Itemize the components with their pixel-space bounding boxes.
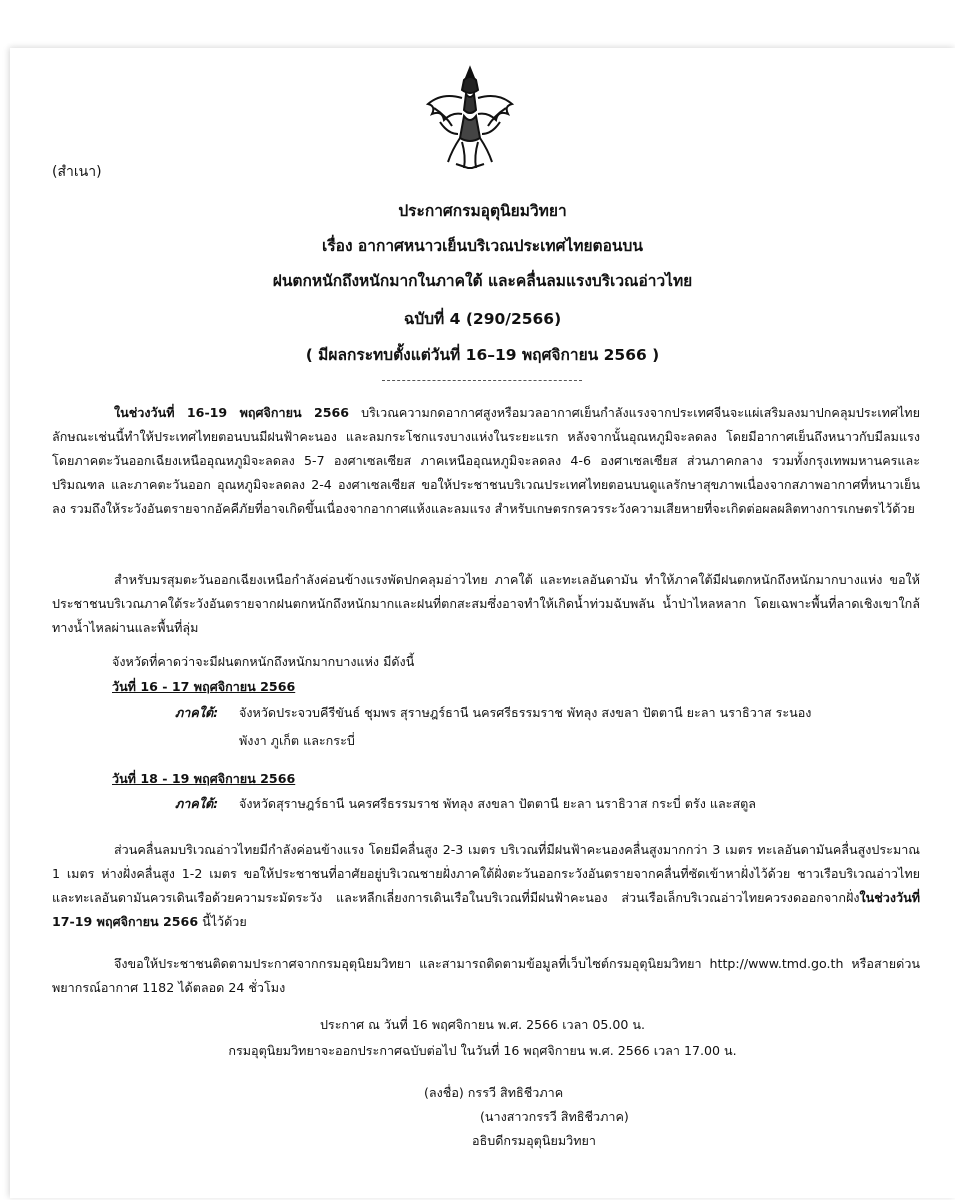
document-page: [10, 48, 955, 1198]
header-divider: [382, 380, 582, 381]
paragraph-body: ส่วนคลื่นลมบริเวณอ่าวไทยมีกำลังค่อนข้างแรง โดยมีคลื่นสูง 2-3 เมตร บริเวณที่มีฝนฟ้าคะนองคลื่นสูงมากกว่า 3 เมตร ทะเลอันดามันคลื่นสูงประมาณ 1 เมตร ห่างฝั่งคลื่นสูง 1-2 เมตร ขอให้ประชาชนที่อาศัยอยู่บริเวณชายฝั่งภาคใต้ฝั่งตะวันออกระวังอันตรายจากคลื่นที่ซัดเข้าหาฝั่งไว้ด้วย ชาวเรือบริเวณอ่าวไทยและทะเลอันดามันควรเดินเรือด้วยความระมัดระวัง และหลีกเลี่ยงการเดินเรือในบริเวณที่มีฝนฟ้าคะนอง ส่วนเรือเล็กบริเวณอ่าวไทยควรงดออกจากฝั่ง: [52, 842, 920, 905]
paragraph-cold-weather: [52, 401, 920, 521]
announcement-agency-title: ประกาศกรมอุตุนิยมวิทยา: [398, 202, 567, 220]
paragraph-waves: [52, 838, 920, 934]
paragraph-follow-up: จึงขอให้ประชาชนติดตามประกาศจากกรมอุตุนิยมวิทยา และสามารถติดตามข้อมูลที่เว็บไซต์กรมอุตุนิยมวิทยา http://www.tmd.go.th หรือสายด่วนพยากรณ์อากาศ 1182 ได้ตลอด 24 ชั่วโมง: [52, 956, 920, 995]
paragraph-lead-bold: ในช่วงวันที่ 16-19 พฤศจิกายน 2566: [114, 405, 350, 420]
copy-label: (สำเนา): [52, 164, 102, 180]
announcement-subject: เรื่อง อากาศหนาวเย็นบริเวณประเทศไทยตอนบน: [322, 237, 643, 255]
provinces-intro: จังหวัดที่คาดว่าจะมีฝนตกหนักถึงหนักมากบางแห่ง มีดังนี้: [112, 654, 415, 669]
effective-dates: ( มีผลกระทบตั้งแต่วันที่ 16–19 พฤศจิกายน 2566 ): [305, 346, 660, 364]
forecast-region-2: ภาคใต้:: [175, 796, 219, 811]
signature-line: (ลงชื่อ) กรรวี สิทธิชีวภาค: [424, 1085, 564, 1100]
forecast-date-1: วันที่ 16 - 17 พฤศจิกายน 2566: [112, 679, 296, 694]
signatory-title: อธิบดีกรมอุตุนิยมวิทยา: [472, 1133, 596, 1148]
announcement-subject-line2: ฝนตกหนักถึงหนักมากในภาคใต้ และคลื่นลมแรงบริเวณอ่าวไทย: [272, 272, 693, 290]
forecast-provinces-1: จังหวัดประจวบคีรีขันธ์ ชุมพร สุราษฎร์ธานี นครศรีธรรมราช พัทลุง สงขลา ปัตตานี ยะลา นราธิวาส ระนอง: [239, 705, 812, 720]
announcement-date: ประกาศ ณ วันที่ 16 พฤศจิกายน พ.ศ. 2566 เวลา 05.00 น.: [319, 1017, 646, 1032]
paragraph-bold-dates: ในช่วงวันที่ 17-19 พฤศจิกายน 2566: [52, 890, 920, 929]
next-announcement: กรมอุตุนิยมวิทยาจะออกประกาศฉบับต่อไป ในวันที่ 16 พฤศจิกายน พ.ศ. 2566 เวลา 17.00 น.: [228, 1043, 737, 1058]
paragraph-end: นี้ไว้ด้วย: [198, 914, 247, 929]
paragraph-monsoon: สำหรับมรสุมตะวันออกเฉียงเหนือกำลังค่อนข้างแรงพัดปกคลุมอ่าวไทย ภาคใต้ และทะเลอันดามัน ทำให้ภาคใต้มีฝนตกหนักถึงหนักมากบางแห่ง ขอให้ประชาชนบริเวณภาคใต้ระวังอันตรายจากฝนตกหนักถึงหนักมากและฝนที่ตกสะสมซึ่งอาจทำให้เกิดน้ำท่วมฉับพลัน น้ำป่าไหลหลาก โดยเฉพาะพื้นที่ลาดเชิงเขาใกล้ทางน้ำไหลผ่านและพื้นที่ลุ่ม: [52, 572, 920, 635]
issue-number: ฉบับที่ 4 (290/2566): [403, 310, 562, 328]
signatory-name: (นางสาวกรรวี สิทธิชีวภาค): [480, 1109, 629, 1124]
forecast-provinces-2: จังหวัดสุราษฎร์ธานี นครศรีธรรมราช พัทลุง สงขลา ปัตตานี ยะลา นราธิวาส กระบี่ ตรัง และสตูล: [239, 796, 757, 811]
forecast-provinces-1-cont: พังงา ภูเก็ต และกระบี่: [239, 733, 355, 748]
garuda-emblem-icon: [422, 64, 518, 174]
paragraph-body: บริเวณความกดอากาศสูงหรือมวลอากาศเย็นกำลังแรงจากประเทศจีนจะแผ่เสริมลงมาปกคลุมประเทศไทย ลักษณะเช่นนี้ทำให้ประเทศไทยตอนบนมีฝนฟ้าคะนอง และลมกระโชกแรงบางแห่งในระยะแรก หลังจากนั้นอุณหภูมิจะลดลง โดยมีอากาศเย็นถึงหนาวกับมีลมแรง โดยภาคตะวันออกเฉียงเหนืออุณหภูมิจะลดลง 5-7 องศาเซลเซียส ภาคเหนืออุณหภูมิจะลดลง 4-6 องศาเซลเซียส ส่วนภาคกลาง รวมทั้งกรุงเทพมหานครและปริมณฑล และภาคตะวันออก อุณหภูมิจะลดลง 2-4 องศาเซลเซียส ขอให้ประชาชนบริเวณประเทศไทยตอนบนดูแลรักษาสุขภาพเนื่องจากสภาพอากาศที่หนาวเย็นลง รวมถึงให้ระวังอันตรายจากอัคคีภัยที่อาจเกิดขึ้นเนื่องจากอากาศแห้งและลมแรง สำหรับเกษตรกรควรระวังความเสียหายที่จะเกิดต่อผลผลิตทางการเกษตรไว้ด้วย: [52, 405, 920, 516]
forecast-region-1: ภาคใต้:: [175, 705, 219, 720]
forecast-date-2: วันที่ 18 - 19 พฤศจิกายน 2566: [112, 771, 296, 786]
